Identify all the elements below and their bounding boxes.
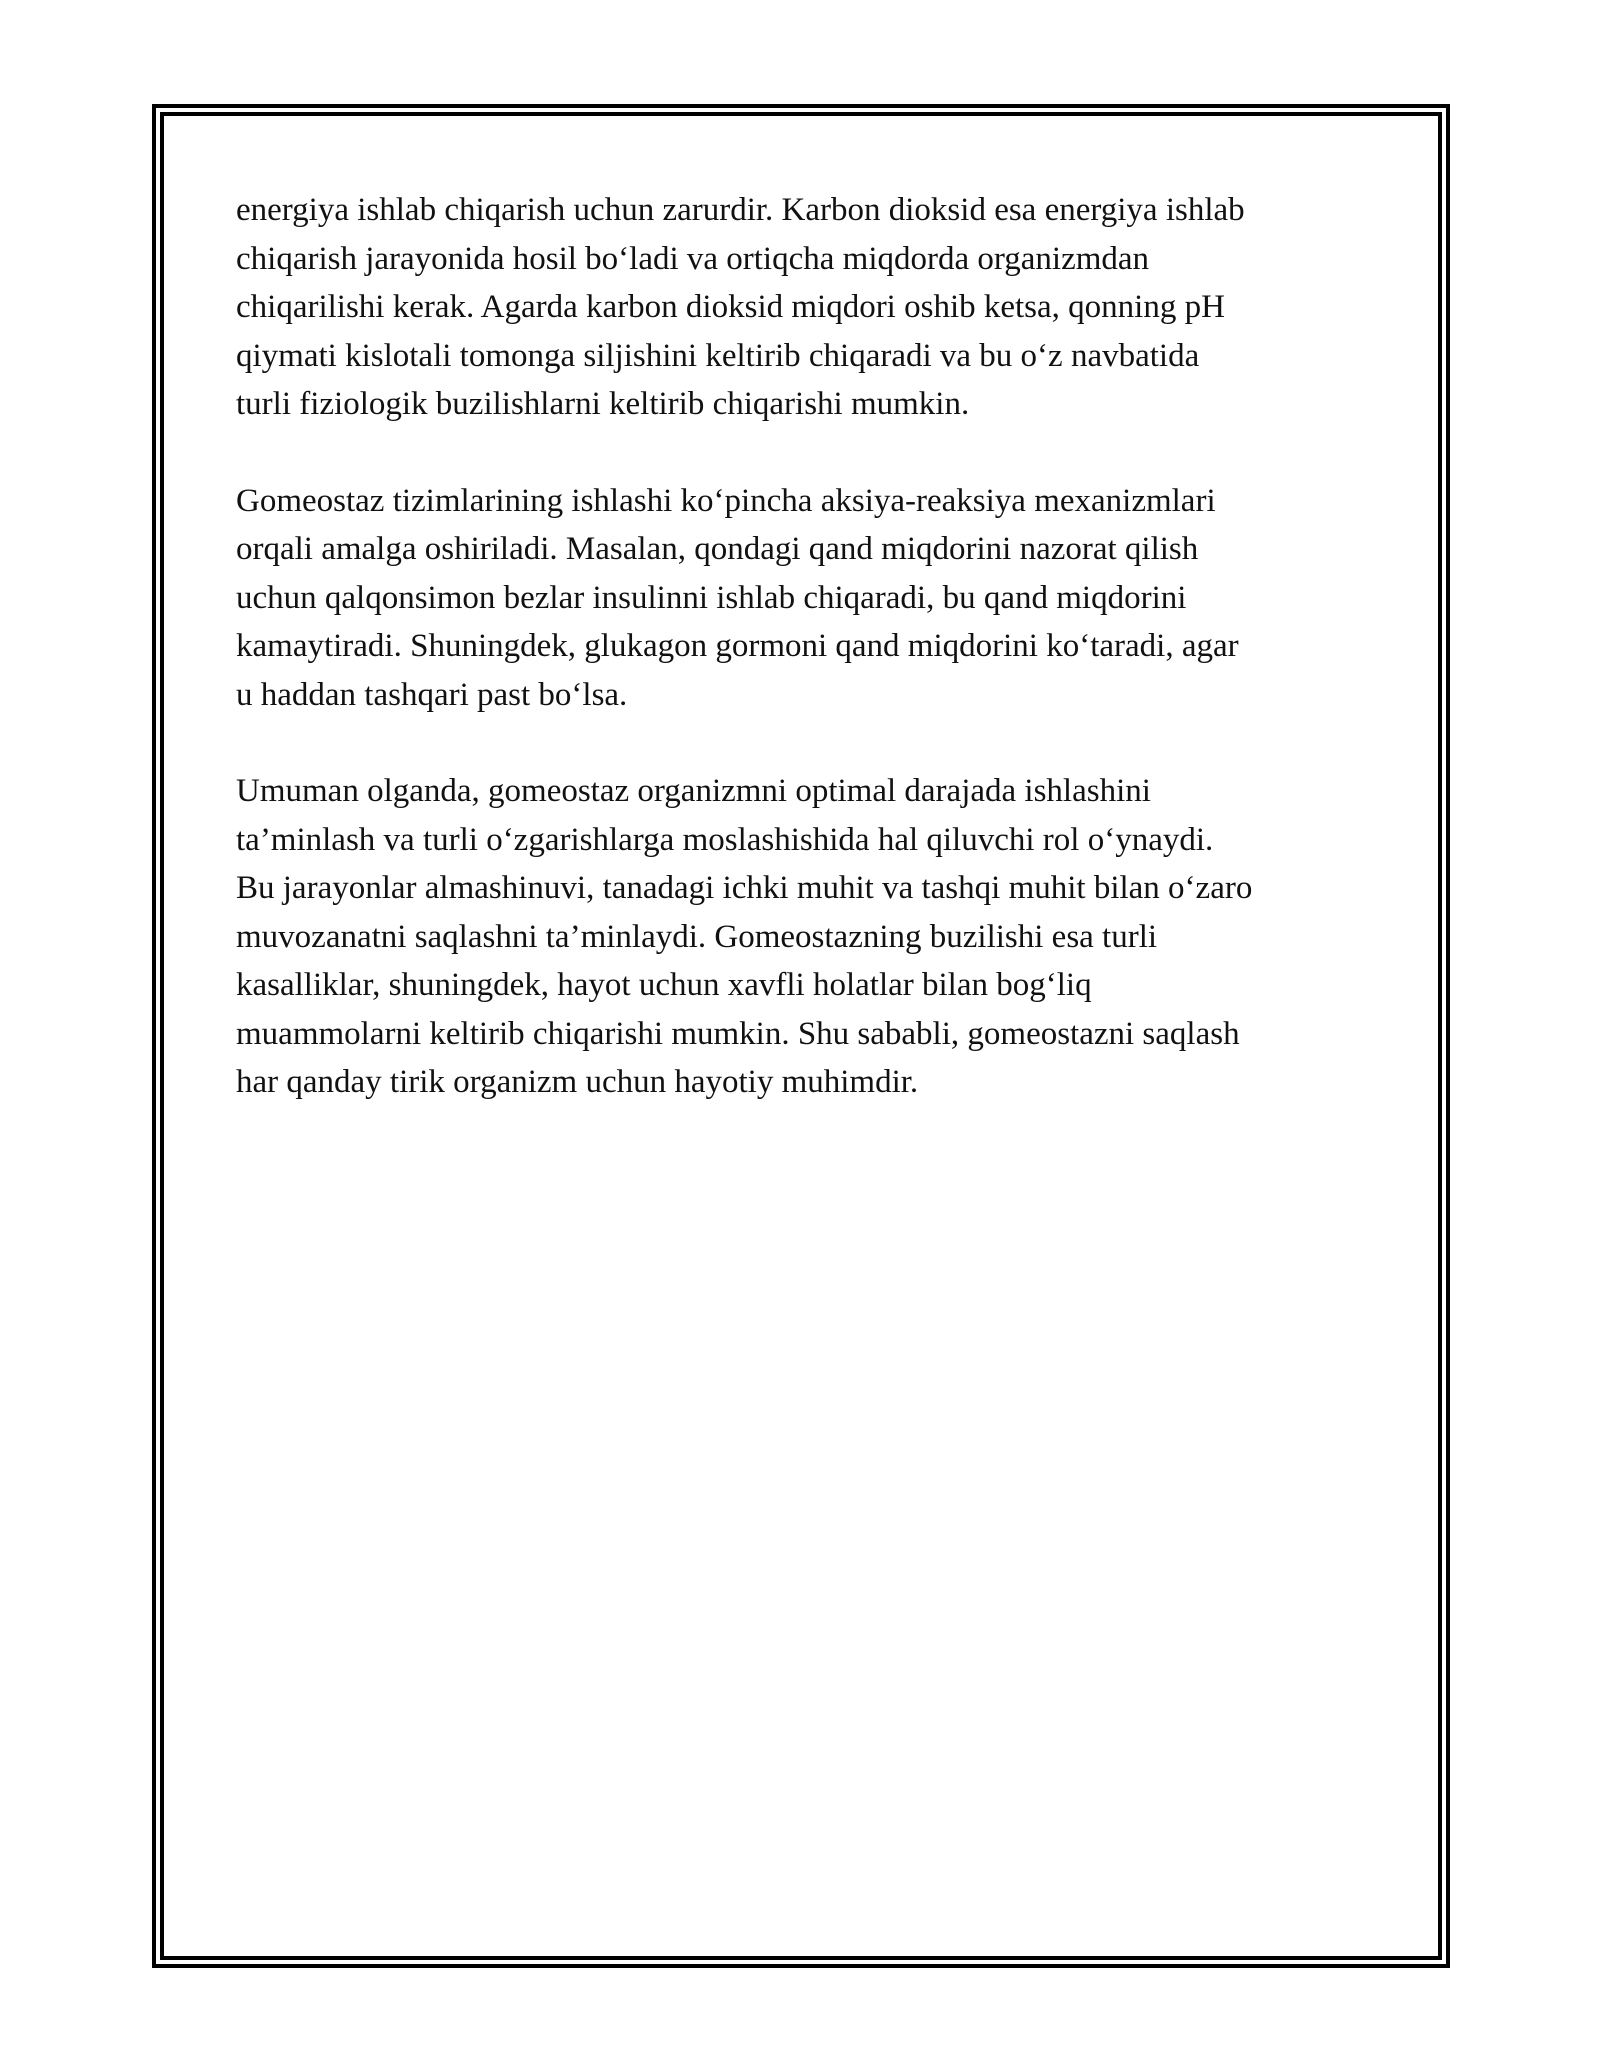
document-body — [236, 186, 1386, 1155]
text-line: chiqarish jarayonida hosil bo‘ladi va ortiqcha miqdorda organizmdan — [236, 240, 1150, 277]
text-line: Gomeostaz tizimlarining ishlashi ko‘pincha aksiya-reaksiya mexanizmlari — [236, 482, 1216, 519]
text-line: u haddan tashqari past bo‘lsa. — [236, 676, 628, 713]
text-line: energiya ishlab chiqarish uchun zarurdir. Karbon dioksid esa energiya ishlab — [236, 192, 1245, 228]
text-line: uchun qalqonsimon bezlar insulinni ishlab chiqaradi, bu qand miqdorini — [236, 579, 1187, 616]
text-line: muammolarni keltirib chiqarishi mumkin. Shu sababli, gomeostazni saqlash — [236, 1015, 1240, 1052]
text-line: turli fiziologik buzilishlarni keltirib chiqarishi mumkin. — [236, 386, 970, 422]
paragraph-1 — [236, 186, 1386, 429]
text-line: har qanday tirik organizm uchun hayotiy muhimdir. — [236, 1064, 919, 1100]
text-line: orqali amalga oshiriladi. Masalan, qondagi qand miqdorini nazorat qilish — [236, 531, 1199, 567]
text-line: chiqarilishi kerak. Agarda karbon dioksid miqdori oshib ketsa, qonning pH — [236, 289, 1225, 325]
text-line: kasalliklar, shuningdek, hayot uchun xavfli holatlar bilan bog‘liq — [236, 967, 1092, 1003]
text-line: Umuman olganda, gomeostaz organizmni optimal darajada ishlashini — [236, 773, 1151, 809]
paragraph-2 — [236, 477, 1386, 720]
text-line: ta’minlash va turli o‘zgarishlarga moslashishida hal qiluvchi rol o‘ynaydi. — [236, 821, 1214, 858]
text-line: kamaytiradi. Shuningdek, glukagon gormoni qand miqdorini ko‘taradi, agar — [236, 628, 1239, 664]
paragraph-3 — [236, 767, 1386, 1107]
text-line: qiymati kislotali tomonga siljishini keltirib chiqaradi va bu o‘z navbatida — [236, 337, 1200, 374]
text-line: Bu jarayonlar almashinuvi, tanadagi ichki muhit va tashqi muhit bilan o‘zaro — [236, 870, 1253, 906]
text-line: muvozanatni saqlashni ta’minlaydi. Gomeostazning buzilishi esa turli — [236, 918, 1158, 955]
